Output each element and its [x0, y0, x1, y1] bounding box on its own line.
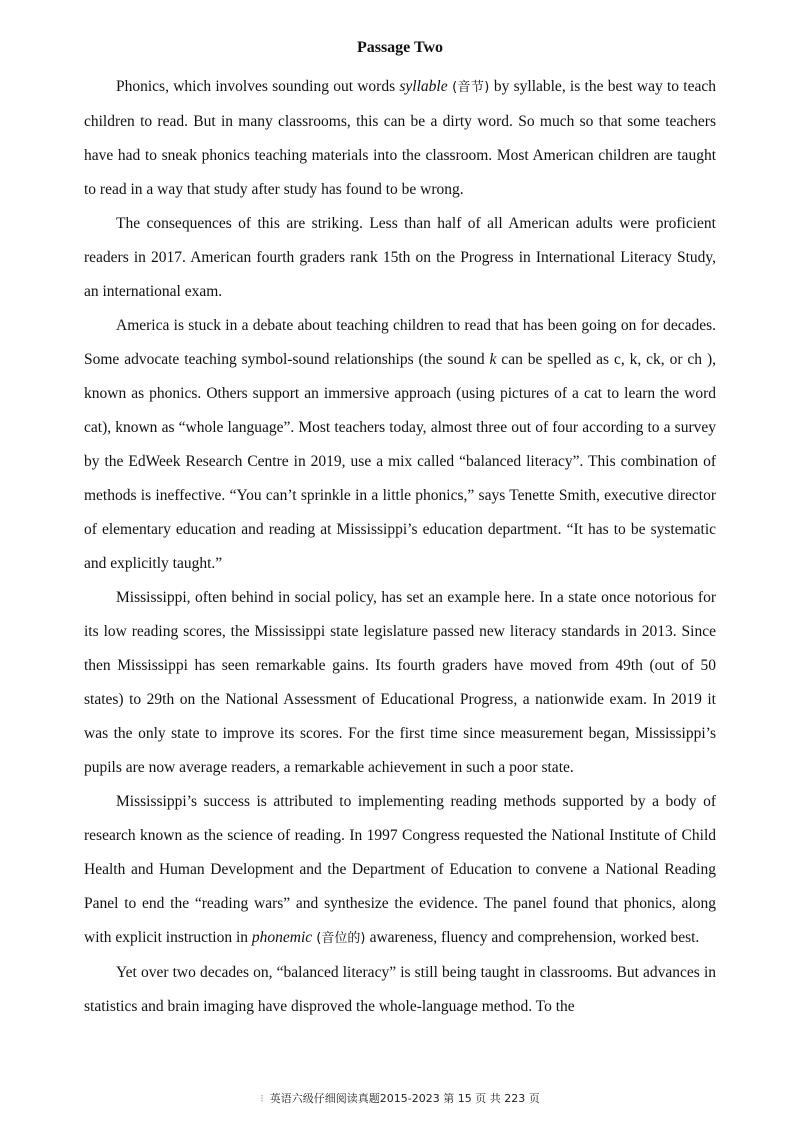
p3-text-a: America is stuck in a debate about teaching children to read that has been going on for decades. Some advocate teaching symbol-sound relationships (the sound	[84, 317, 716, 368]
passage-title: Passage Two	[356, 39, 444, 56]
paragraph-6: Yet over two decades on, “balanced literacy” is still being taught in classrooms. But advances in statistics and brain imaging have disproved the whole-language method. To the	[84, 964, 716, 1015]
paragraph-1	[84, 70, 716, 207]
paragraph-4: Mississippi, often behind in social policy, has set an example here. In a state once notorious for its low reading scores, the Mississippi state legislature passed new literacy standards in 2013. Since then Mississippi has seen remarkable gains. Its fourth graders have moved from 49th (out of 50 states) to 29th on the National Assessment of Educational Progress, a nationwide exam. In 2019 it was the only state to improve its scores. For the first time since measurement began, Mississippi’s pupils are now average readers, a remarkable achievement in such a poor state.	[84, 589, 716, 776]
passage-body	[84, 70, 716, 1024]
footer-marker: ⁝	[260, 1092, 264, 1105]
paragraph-5	[84, 785, 716, 956]
p3-text-b: can be spelled as c, k, ck, or ch ), known as phonics. Others support an immersive approach (using pictures of a cat to learn the word cat), known as “whole language”. Most teachers today, almost three out of four according to a survey by the EdWeek Research Centre in 2019, use a mix called “balanced literacy”. This combination of methods is ineffective. “You can’t sprinkle in a little phonics,” says Tenette Smith, executive director of elementary education and reading at Mississippi’s education department. “It has to be systematic and explicitly taught.”	[84, 351, 716, 572]
p1-text-a: Phonics, which involves sounding out words	[116, 78, 400, 95]
p3-italic-k: k	[489, 351, 497, 368]
footer-page-info: 英语六级仔细阅读真题2015-2023 第 15 页 共 223 页	[269, 1092, 540, 1105]
paragraph-3	[84, 309, 716, 581]
p5-text-a: Mississippi’s success is attributed to implementing reading methods supported by a body of research known as the science of reading. In 1997 Congress requested the National Institute of Child Health and Human Development and the Department of Education to convene a National Reading Panel to end the “reading wars” and synthesize the evidence. The panel found that phonics, along with explicit instruction in	[84, 793, 716, 946]
p1-italic-syllable: syllable	[399, 78, 448, 95]
page-footer	[0, 1090, 800, 1106]
p5-gloss: (音位的)	[312, 931, 370, 946]
p1-text-b: by syllable, is the best way to teach children to read. But in many classrooms, this can be a dirty word. So much so that some teachers have had to sneak phonics teaching materials into the classroom. Most American children are taught to read in a way that study after study has found to be wrong.	[84, 78, 716, 198]
p5-text-b: awareness, fluency and comprehension, worked best.	[369, 929, 700, 946]
paragraph-2: The consequences of this are striking. Less than half of all American adults were proficient readers in 2017. American fourth graders rank 15th on the Progress in International Literacy Study, an international exam.	[84, 215, 716, 300]
p1-gloss: (音节)	[447, 80, 494, 95]
p5-italic-phonemic: phonemic	[251, 929, 313, 946]
